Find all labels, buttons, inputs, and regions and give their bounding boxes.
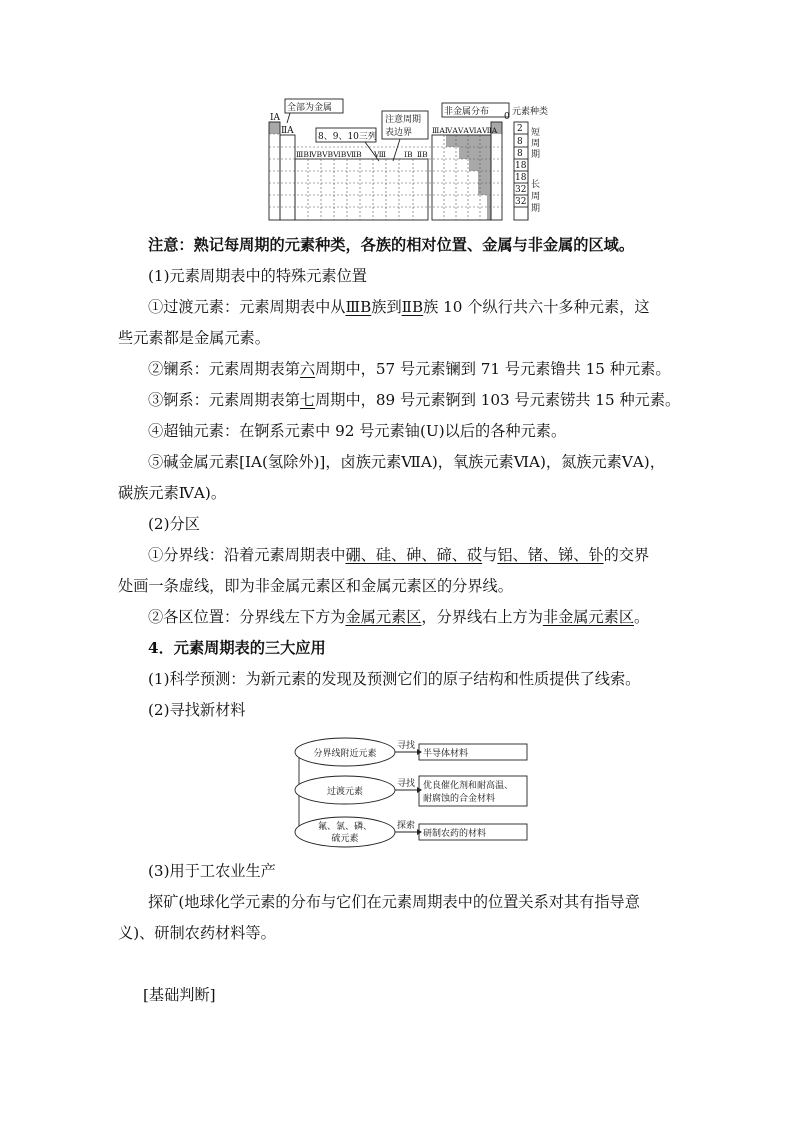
box-catalyst-line2: 耐腐蚀的合金材料 [423, 794, 496, 804]
box-pesticide: 研制农药的材料 [423, 829, 487, 839]
arrow-label-search1: 寻找 [397, 741, 416, 751]
underlined-metal-region: 金属元素区 [345, 608, 422, 626]
count-period-3: 8 [517, 149, 523, 159]
long-period-char2: 周 [531, 192, 541, 202]
count-period-1: 2 [517, 124, 523, 134]
long-period-char3: 期 [531, 204, 541, 214]
count-period-4: 18 [515, 161, 527, 171]
para-actinides [118, 385, 708, 416]
para-boundary-line2: 处画一条虚线，即为非金属元素区和金属元素区的分界线。 [118, 577, 513, 595]
text-run: ②各区位置：分界线左下方为 [148, 608, 346, 626]
text-run: ，分界线右上方为 [421, 608, 543, 626]
long-period-char1: 长 [531, 180, 541, 190]
para-transuranium: ④超铀元素：在锕系元素中 92 号元素铀(U)以后的各种元素。 [148, 422, 567, 440]
para-transition-line1 [118, 292, 708, 323]
label-b-groups: ⅢBⅣBⅤBⅥBⅦB [296, 150, 362, 159]
note-line: 注意：熟记每周期的元素种类，各族的相对位置、金属与非金属的区域。 [148, 236, 634, 254]
para-mining-line2: 义)、研制农药材料等。 [118, 924, 276, 942]
label-a-groups: ⅢAⅣAⅤAⅥAⅦA [432, 126, 498, 135]
underlined-metals: 铝、锗、锑、钋 [497, 546, 604, 564]
callout-all-metal: 全部为金属 [287, 103, 333, 113]
para-groups-line2: 碳族元素ⅣA)。 [118, 484, 227, 502]
text-run: ②镧系：元素周期表第 [148, 360, 300, 378]
underlined-period-7: 七 [299, 391, 316, 409]
section-1-title: (1)元素周期表中的特殊元素位置 [148, 267, 367, 285]
callout-boundary-line2: 表边界 [385, 128, 413, 138]
arrow-label-explore: 探索 [397, 821, 416, 831]
underlined-nonmetals: 硼、硅、砷、碲、砹 [345, 546, 483, 564]
count-period-5: 18 [515, 173, 527, 183]
label-counts-header: 元素种类 [512, 107, 549, 117]
label-group-iib: ⅡB [417, 150, 428, 159]
label-group-zero: 0 [504, 112, 510, 122]
text-run: 。 [634, 608, 650, 626]
para-regions [118, 602, 708, 633]
oval-boundary-elements: 分界线附近元素 [313, 749, 377, 759]
count-period-6: 32 [515, 185, 527, 195]
label-group-viii: Ⅷ [374, 150, 386, 159]
para-mining-line1: 探矿(地球化学元素的分布与它们在元素周期表中的位置关系对其有指导意 [148, 893, 640, 911]
section-basic-judgement: [基础判断] [143, 986, 216, 1004]
count-period-7: 32 [515, 197, 527, 207]
text-run: ③锕系：元素周期表第 [148, 391, 300, 409]
label-group-ib: ⅠB [404, 150, 413, 159]
text-run: 与 [482, 546, 498, 564]
text-run: 族到 [371, 298, 402, 316]
underlined-group-iiib: ⅢB [345, 298, 372, 316]
short-period-char2: 周 [531, 139, 541, 149]
section-4-title: 4．元素周期表的三大应用 [148, 639, 326, 657]
text-run: ①过渡元素：元素周期表中从 [148, 298, 346, 316]
para-prediction: (1)科学预测：为新元素的发现及预测它们的原子结构和性质提供了线索。 [148, 670, 641, 688]
oval-transition-elements: 过渡元素 [326, 787, 364, 797]
para-groups-line1: ⑤碱金属元素[ⅠA(氢除外)]，卤族元素ⅦA)，氧族元素ⅥA)，氮族元素ⅤA)， [148, 453, 665, 471]
arrow-label-search2: 寻找 [397, 779, 416, 789]
oval-fcps-line1: 氟、氯、磷、 [317, 822, 373, 832]
application-diagram [293, 732, 533, 850]
label-group-ia: ⅠA [270, 113, 281, 123]
box-catalyst-line1: 优良催化剂和耐高温、 [423, 781, 514, 791]
box-semiconductor: 半导体材料 [423, 749, 469, 759]
text-run: 族 10 个纵行共六十多种元素，这 [423, 298, 650, 316]
text-run: 周期中，57 号元素镧到 71 号元素镥共 15 种元素。 [315, 360, 671, 378]
text-run: 的交界 [603, 546, 650, 564]
underlined-group-iib: ⅡB [401, 298, 424, 316]
callout-nonmetal: 非金属分布 [444, 107, 490, 117]
short-period-char1: 短 [531, 128, 541, 138]
para-new-materials: (2)寻找新材料 [148, 701, 246, 719]
underlined-nonmetal-region: 非金属元素区 [542, 608, 634, 626]
count-period-2: 8 [517, 137, 523, 147]
oval-fcps-line2: 硫元素 [331, 834, 359, 844]
short-period-char3: 期 [531, 150, 541, 160]
callout-boundary-line1: 注意周期 [385, 115, 422, 125]
callout-groups-8-9-10: 8、9、10三列 [318, 132, 377, 142]
para-lanthanides [118, 354, 708, 385]
text-run: ①分界线：沿着元素周期表中 [148, 546, 346, 564]
para-industry: (3)用于工农业生产 [148, 862, 276, 880]
label-group-iia: ⅡA [281, 126, 294, 136]
underlined-period-6: 六 [299, 360, 316, 378]
para-boundary-line1 [118, 540, 708, 571]
section-2-title: (2)分区 [148, 515, 200, 533]
periodic-table-schematic [265, 97, 565, 223]
para-transition-line2: 些元素都是金属元素。 [118, 329, 270, 347]
text-run: 周期中，89 号元素锕到 103 号元素铹共 15 种元素。 [315, 391, 681, 409]
